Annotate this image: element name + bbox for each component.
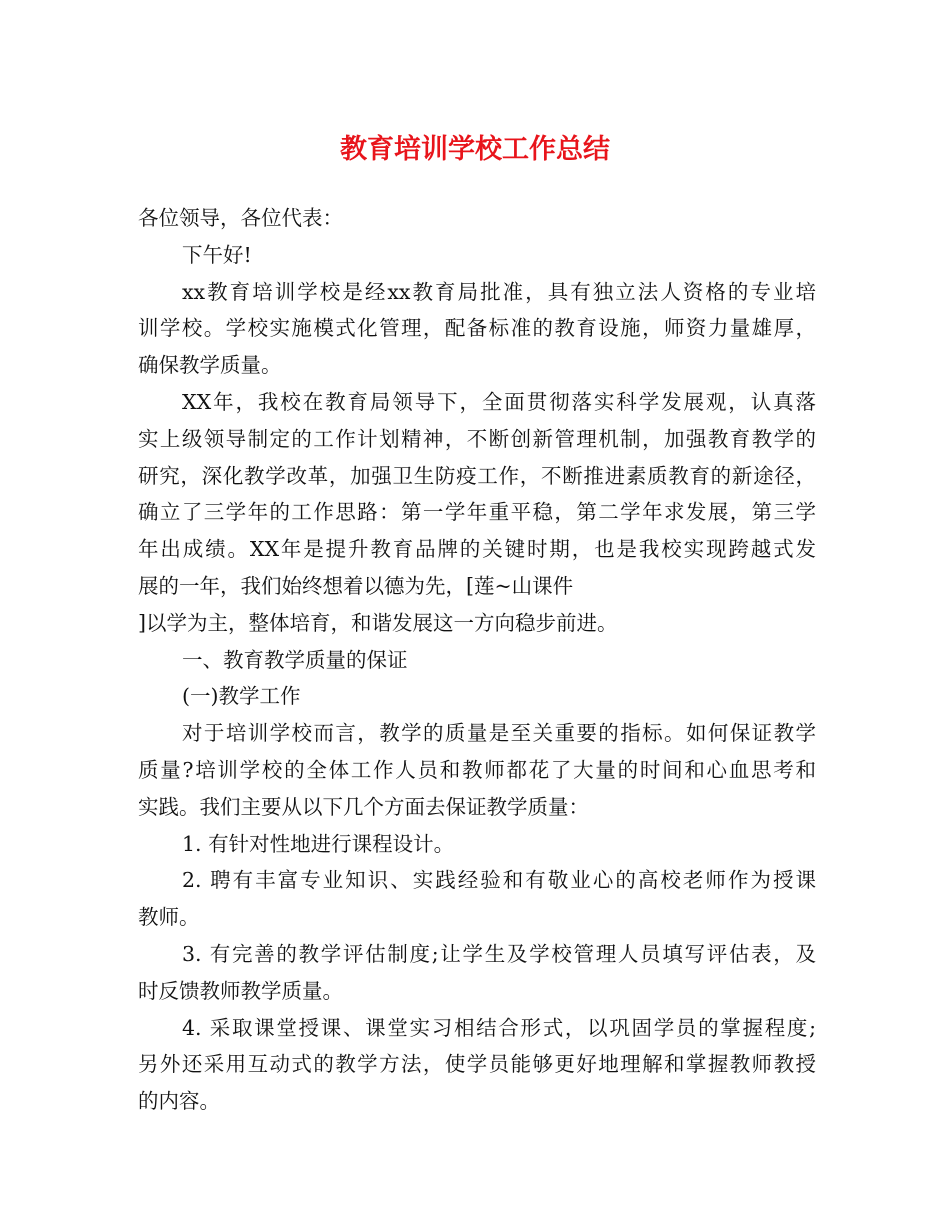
text-line: 对于培训学校而言，教学的质量是至关重要的指标。如何保证教学 (182, 721, 816, 746)
text-line: XX年，我校在教育局领导下，全面贯彻落实科学发展观，认真落 (182, 389, 816, 414)
text-line: 1. 有针对性地进行课程设计。 (182, 831, 455, 856)
text-line: 4. 采取课堂授课、课堂实习相结合形式，以巩固学员的掌握程度; (182, 1015, 816, 1040)
text-line: 实践。我们主要从以下几个方面去保证教学质量： (138, 794, 589, 819)
text-line: 实上级领导制定的工作计划精神，不断创新管理机制，加强教育教学的 (138, 426, 816, 451)
text-line: 质量?培训学校的全体工作人员和教师都花了大量的时间和心血思考和 (138, 757, 816, 782)
text-line: 年出成绩。XX年是提升教育品牌的关键时期，也是我校实现跨越式发 (138, 537, 816, 562)
text-line: ]以学为主，整体培育，和谐发展这一方向稳步前进。 (138, 610, 618, 635)
document-body (138, 200, 816, 1120)
text-line: 时反馈教师教学质量。 (138, 978, 343, 1003)
text-line: 确保教学质量。 (138, 353, 282, 378)
text-line: 研究，深化教学改革，加强卫生防疫工作，不断推进素质教育的新途径， (138, 463, 816, 488)
text-line: 的内容。 (138, 1089, 220, 1114)
text-line: 教师。 (138, 905, 200, 930)
text-line: (一)教学工作 (182, 684, 301, 709)
text-line: 展的一年，我们始终想着以德为先，[莲~山课件 (138, 573, 574, 598)
text-line: 2. 聘有丰富专业知识、实践经验和有敬业心的高校老师作为授课 (182, 868, 816, 893)
text-line: 下午好! (182, 242, 252, 267)
text-line: 确立了三学年的工作思路：第一学年重平稳，第二学年求发展，第三学 (138, 500, 816, 525)
text-line: 3. 有完善的教学评估制度;让学生及学校管理人员填写评估表，及 (182, 941, 816, 966)
text-line: xx教育培训学校是经xx教育局批准，具有独立法人资格的专业培 (182, 279, 816, 304)
text-line: 一、教育教学质量的保证 (182, 647, 408, 672)
text-line: 各位领导，各位代表： (138, 206, 343, 230)
text-line: 训学校。学校实施模式化管理，配备标准的教育设施，师资力量雄厚， (138, 316, 816, 341)
document-title: 教育培训学校工作总结 (340, 134, 610, 165)
text-line: 另外还采用互动式的教学方法，使学员能够更好地理解和掌握教师教授 (138, 1052, 816, 1077)
